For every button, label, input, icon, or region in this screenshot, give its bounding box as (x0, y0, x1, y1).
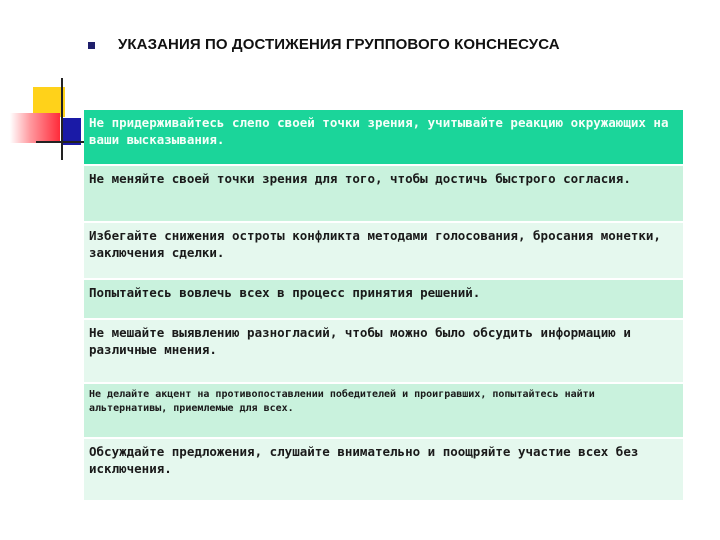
decorative-vertical-line (61, 78, 63, 160)
guidelines-table (84, 110, 683, 502)
guideline-row: Не придерживайтесь слепо своей точки зрения, учитывайте реакцию окружающих на ваши высказывания. (84, 110, 683, 166)
square-bullet-icon (88, 42, 95, 49)
guideline-row: Попытайтесь вовлечь всех в процесс принятия решений. (84, 280, 683, 320)
guideline-row: Не делайте акцент на противопоставлении победителей и проигравших, попытайтесь найти альтернативы, приемлемые для всех. (84, 384, 683, 439)
decorative-horizontal-line (36, 141, 86, 143)
slide-title: УКАЗАНИЯ ПО ДОСТИЖЕНИЯ ГРУППОВОГО КОНСНЕСУСА (118, 36, 560, 53)
decorative-red-gradient-block (10, 113, 60, 143)
guideline-row: Избегайте снижения остроты конфликта методами голосования, бросания монетки, заключения сделки. (84, 223, 683, 280)
guideline-row: Обсуждайте предложения, слушайте внимательно и поощряйте участие всех без исключения. (84, 439, 683, 502)
guideline-row: Не мешайте выявлению разногласий, чтобы можно было обсудить информацию и различные мнения. (84, 320, 683, 384)
guideline-row: Не меняйте своей точки зрения для того, чтобы достичь быстрого согласия. (84, 166, 683, 223)
